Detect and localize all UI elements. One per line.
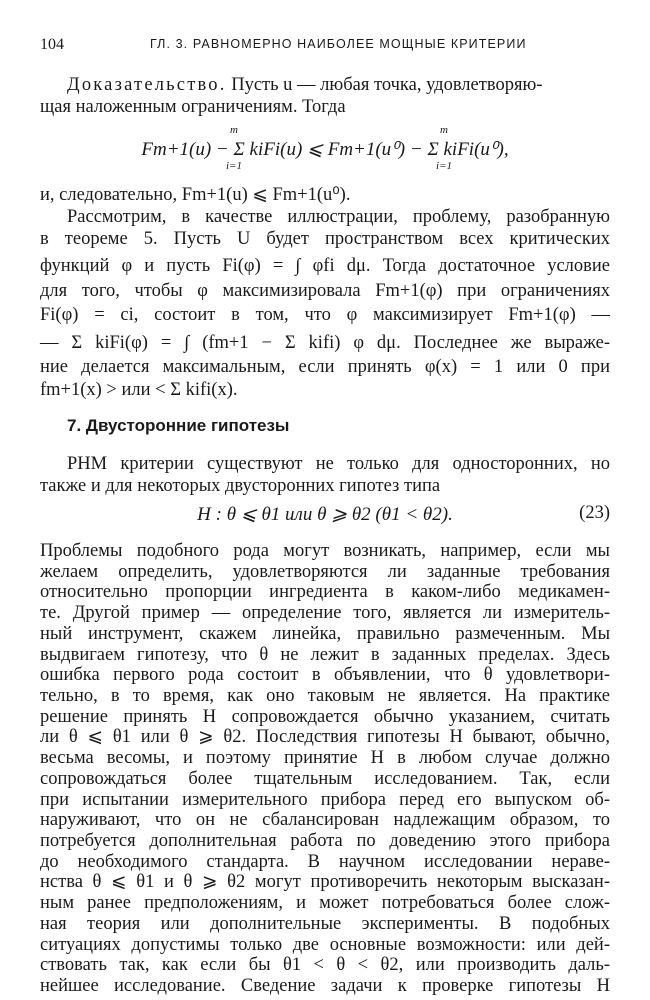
formula-hypothesis [40,503,610,526]
illustration-line: Рассмотрим, в качестве иллюстрации, проблему, разобранную [67,207,610,227]
body-line: ошибка первого рода состоит в объявлении, что θ удовлетвори- [40,665,610,686]
body-line: желаем определить, удовлетворяются ли заданные требования [40,561,610,582]
proof-line-1-text: Пусть u — любая точка, удовлетворяю- [226,75,543,95]
proof-line-2: щая наложенным ограничениям. Тогда [40,97,346,117]
proof-conclusion: и, следовательно, Fm+1(u) ⩽ Fm+1(u⁰). [40,185,351,205]
body-line: те. Другой пример — определение того, является ли измеритель- [40,603,610,624]
sum-lower-limit-2: i=1 [436,160,452,172]
page-header [40,36,610,58]
section-intro-line: РНМ критерии существуют не только для односторонних, но [67,454,610,474]
body-line: потребуется дополнительная работа по доведению этого прибора [40,831,610,851]
body-line: до необходимого стандарта. В научном исследовании нераве- [40,851,610,872]
body-line: при испытании измерительного прибора перед его выпуском об- [40,789,610,810]
body-line: ли θ ⩽ θ1 или θ ⩾ θ2. Последствия гипотезы H бывают, обычно, [40,727,610,748]
formula-inequality [40,138,610,161]
page-number: 104 [40,36,64,53]
body-line: сопровождаться более тщательным исследованием. Так, если [40,768,610,789]
sum-upper-limit-1: m [230,124,238,136]
illustration-line: для того, чтобы φ максимизировала Fm+1(φ) при ограничениях [40,281,610,301]
body-line: наруживают, что он не сбалансирован надлежащим образом, то [40,810,610,831]
body-line: выдвигаем гипотезу, что θ не лежит в заданных пределах. Здесь [40,644,610,665]
equation-number: (23) [579,503,610,523]
body-line: ная теория или дополнительные эксперименты. В подобных [40,913,610,934]
body-line: ствовать так, как если бы θ1 < θ < θ2, или производить даль- [40,955,610,976]
formula-inequality-text: Fm+1(u) − Σ kiFi(u) ⩽ Fm+1(u⁰) − Σ kiFi(u⁰), [141,139,509,160]
illustration-line: ние делается максимальным, если принять φ(x) = 1 или 0 при [40,357,610,377]
formula-hypothesis-text: H : θ ⩽ θ1 или θ ⩾ θ2 (θ1 < θ2). [197,504,453,525]
illustration-line: Fi(φ) = ci, состоит в том, что φ максимизирует Fm+1(φ) — [40,305,610,325]
body-line: нейшее исследование. Сведение задачи к проверке гипотезы H [40,976,610,996]
body-line: нства θ ⩽ θ1 и θ ⩾ θ2 могут противоречить некоторым высказан- [40,872,610,893]
proof-line-1 [67,74,610,96]
illustration-line: в теореме 5. Пусть U будет пространством всех критических [40,229,610,249]
body-line: ситуациях допустимы только две основные возможности: или дей- [40,934,610,955]
illustration-line: — Σ kiFi(φ) = ∫ (fm+1 − Σ kifi) φ dμ. Последнее же выраже- [40,333,610,353]
body-line: ным ранее предположениям, и может потребоваться более слож- [40,893,610,914]
body-line: тельно, в то время, как оно таковым не является. На практике [40,686,610,706]
body-line: весьма весомы, и поэтому принятие H в любом случае должно [40,748,610,769]
sum-lower-limit-1: i=1 [226,160,242,172]
body-line: Проблемы подобного рода могут возникать, например, если мы [40,541,610,561]
illustration-line: функций φ и пусть Fi(φ) = ∫ φfi dμ. Тогда достаточное условие [40,256,610,276]
sum-upper-limit-2: m [440,124,448,136]
illustration-line: fm+1(x) > или < Σ kifi(x). [40,380,238,400]
running-head: ГЛ. 3. РАВНОМЕРНО НАИБОЛЕЕ МОЩНЫЕ КРИТЕРИИ [150,37,527,51]
body-line: ный инструмент, скажем линейка, правильно размеченным. Мы [40,623,610,644]
body-line: решение принять H сопровождается обычно указанием, считать [40,706,610,727]
proof-label: Доказательство. [67,75,227,95]
body-line: относительно пропорции ингредиента в каком-либо медикамен- [40,582,610,603]
section-title: 7. Двусторонние гипотезы [67,416,290,435]
section-intro-line: также и для некоторых двусторонних гипотез типа [40,476,441,496]
